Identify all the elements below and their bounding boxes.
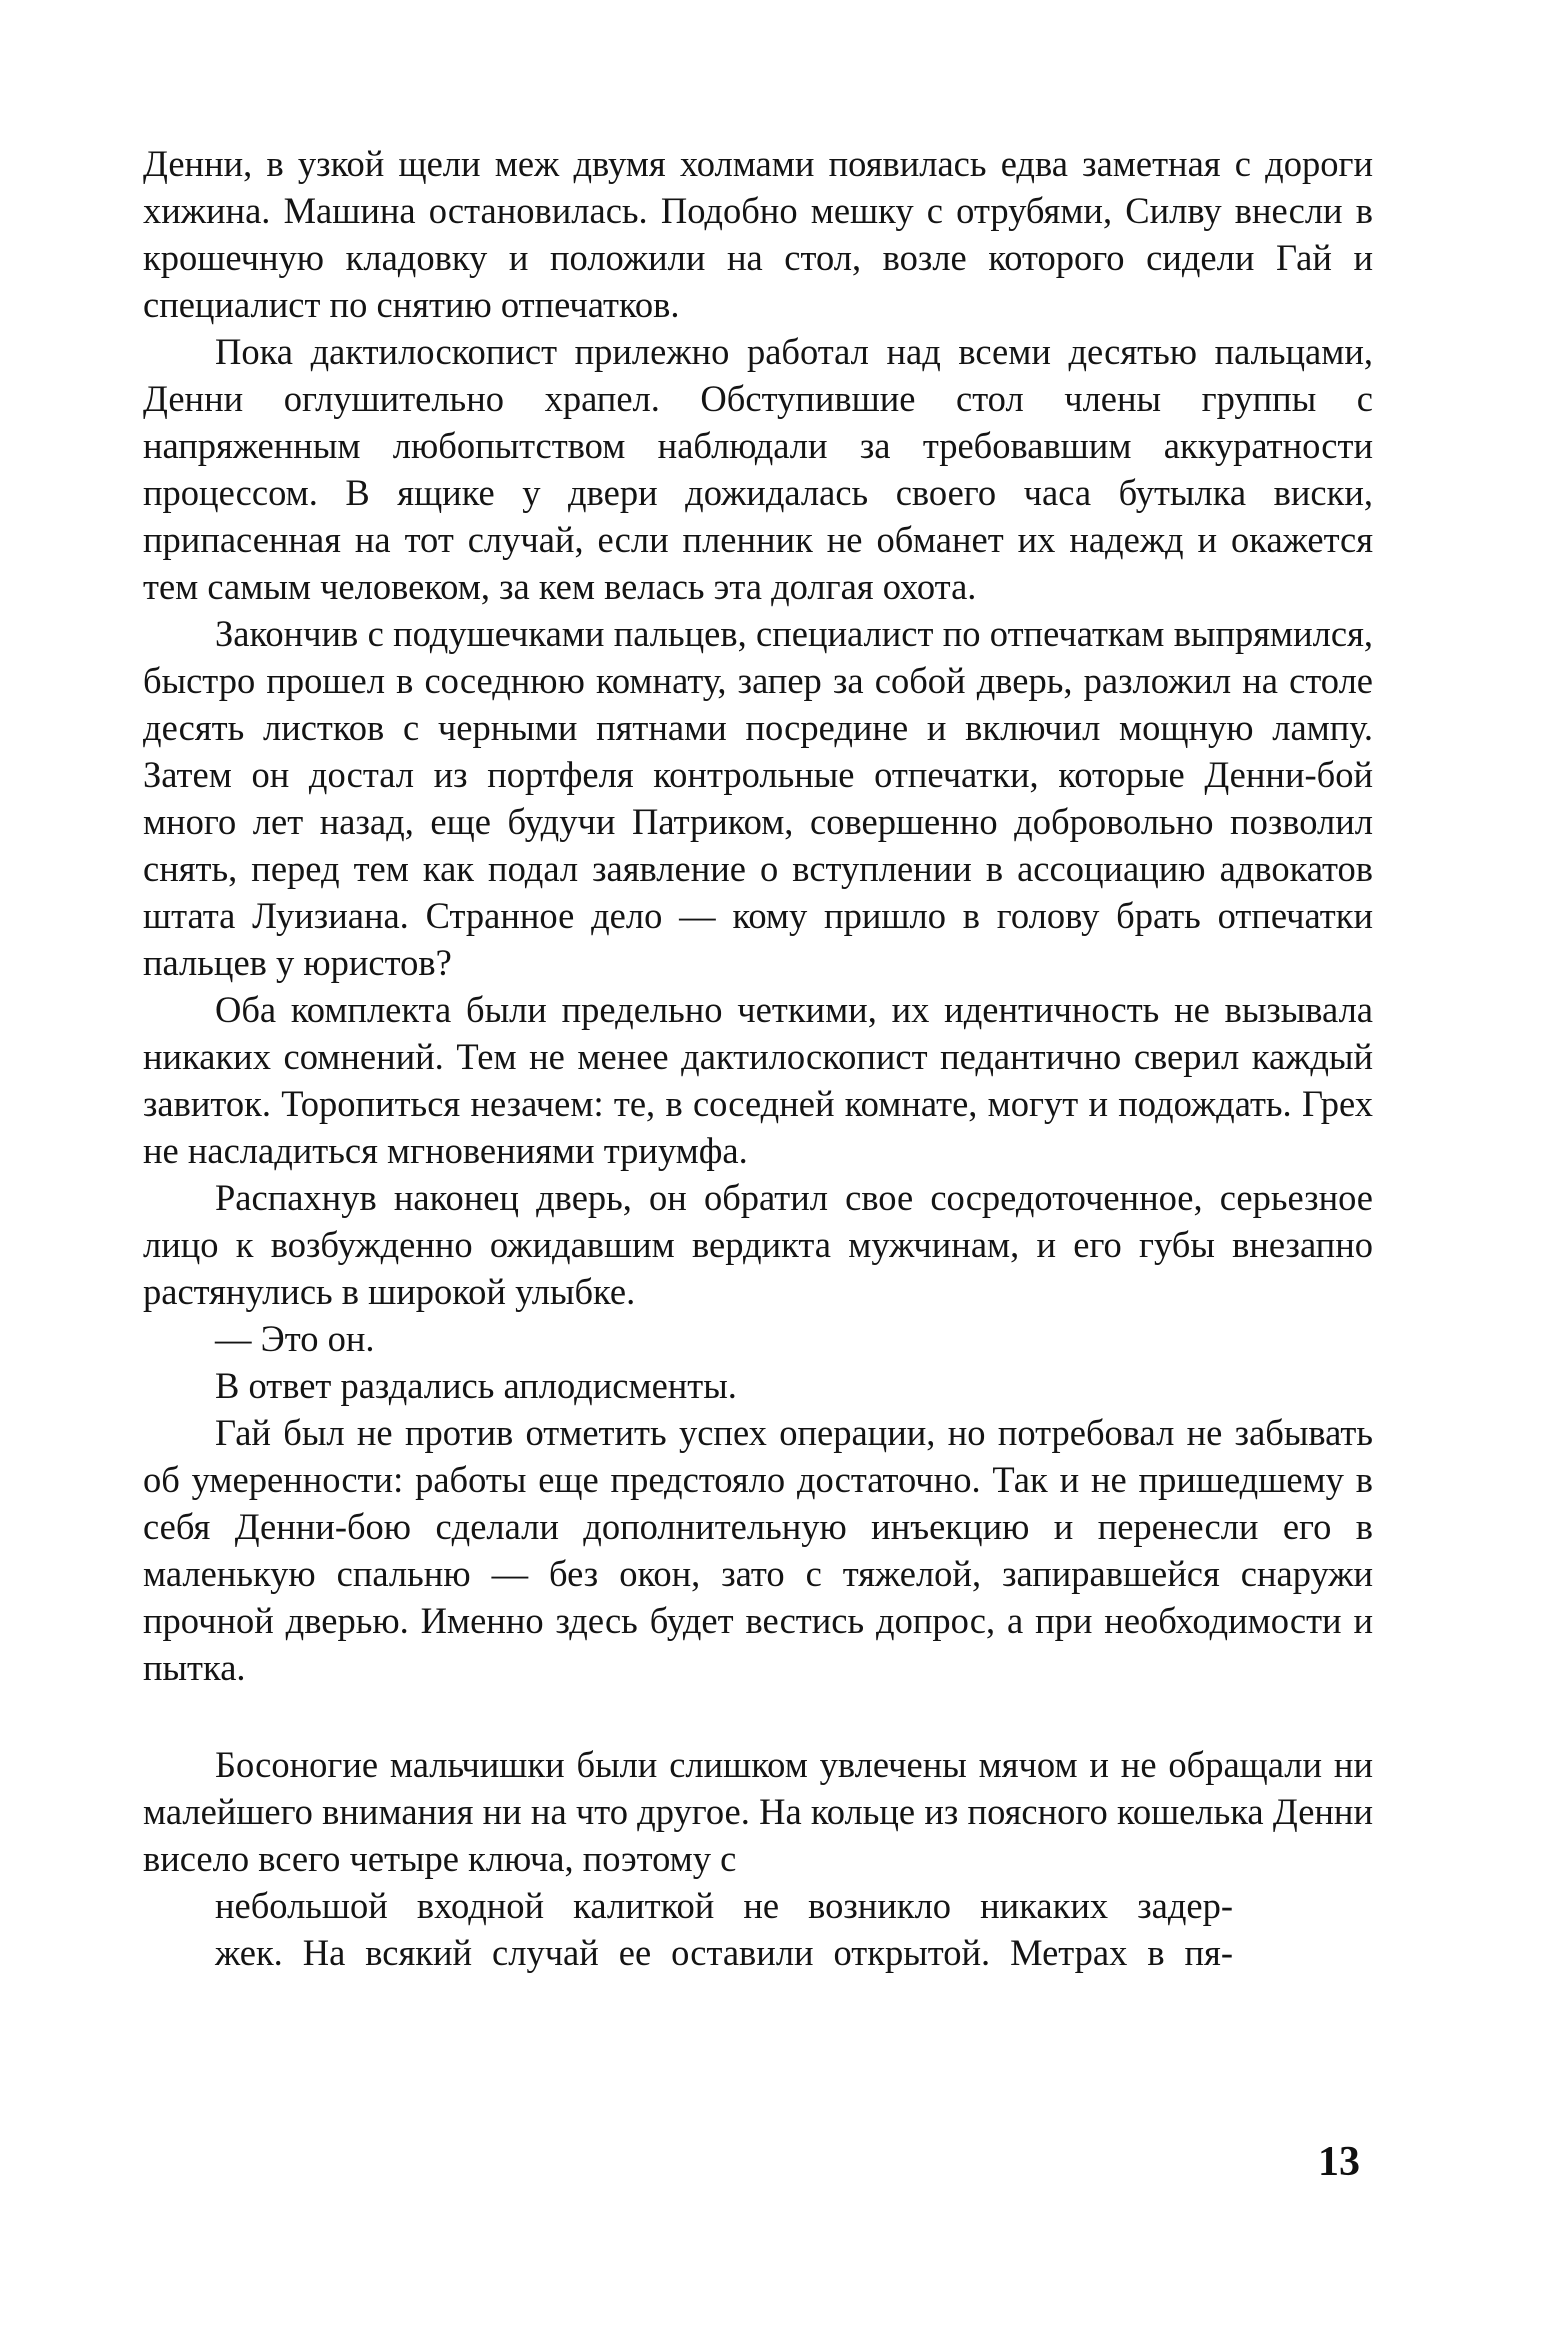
paragraph-8: Гай был не против отметить успех операции, но потребовал не забывать об умеренности: работы еще предстояло достаточно. Так и не пришедшему в себя Денни-бою сделали дополнительную инъекцию и перенесли его в маленькую спальню — без окон, зато с тяжелой, запиравшейся снаружи прочной дверью. Именно здесь будет вестись допрос, а при необходимости и пытка. xyxy=(143,1412,1373,1688)
paragraph-7: В ответ раздались аплодисменты. xyxy=(215,1365,737,1406)
paragraph-3: Закончив с подушечками пальцев, специалист по отпечаткам выпрямился, быстро прошел в соседнюю комнату, запер за собой дверь, разложил на столе десять листков с черными пятнами посредине и включил мощную лампу. Затем он достал из портфеля контрольные отпечатки, которые Денни-бой много лет назад, еще будучи Патриком, совершенно добровольно позволил снять, перед тем как подал заявление о вступлении в ассоциацию адвокатов штата Луизиана. Странное дело — кому пришло в голову брать отпечатки пальцев у юристов? xyxy=(143,613,1373,983)
body-text xyxy=(143,140,1373,1976)
section-2-line-b: жек. На всякий случай ее оставили открытой. Метрах в пя- xyxy=(215,1932,1233,1973)
section-break xyxy=(143,1691,1373,1741)
section-2-tail xyxy=(143,1882,1233,1976)
paragraph-1: Денни, в узкой щели меж двумя холмами появилась едва заметная с дороги хижина. Машина остановилась. Подобно мешку с отрубями, Силву внесли в крошечную кладовку и положили на стол, возле которого сидели Гай и специалист по снятию отпечатков. xyxy=(143,143,1373,325)
paragraph-dialog: — Это он. xyxy=(215,1318,375,1359)
section-2-line-a: небольшой входной калиткой не возникло никаких задер- xyxy=(215,1885,1233,1926)
paragraph-2: Пока дактилоскопист прилежно работал над всеми десятью пальцами, Денни оглушительно храпел. Обступившие стол члены группы с напряженным любопытством наблюдали за требовавшим аккуратности процессом. В ящике у двери дожидалась своего часа бутылка виски, припасенная на тот случай, если пленник не обманет их надежд и окажется тем самым человеком, за кем велась эта долгая охота. xyxy=(143,331,1373,607)
paragraph-5: Распахнув наконец дверь, он обратил свое сосредоточенное, серьезное лицо к возбужденно ожидавшим вердикта мужчинам, и его губы внезапно растянулись в широкой улыбке. xyxy=(143,1177,1373,1312)
section-2 xyxy=(143,1741,1373,1976)
section-2-paragraph: Босоногие мальчишки были слишком увлечены мячом и не обращали ни малейшего внимания ни на что другое. На кольце из поясного кошелька Денни висело всего четыре ключа, поэтому с xyxy=(143,1744,1373,1879)
paragraph-4: Оба комплекта были предельно четкими, их идентичность не вызывала никаких сомнений. Тем не менее дактилоскопист педантично сверил каждый завиток. Торопиться незачем: те, в соседней комнате, могут и подождать. Грех не насладиться мгновениями триумфа. xyxy=(143,989,1373,1171)
page-number: 13 xyxy=(1318,2139,1360,2185)
